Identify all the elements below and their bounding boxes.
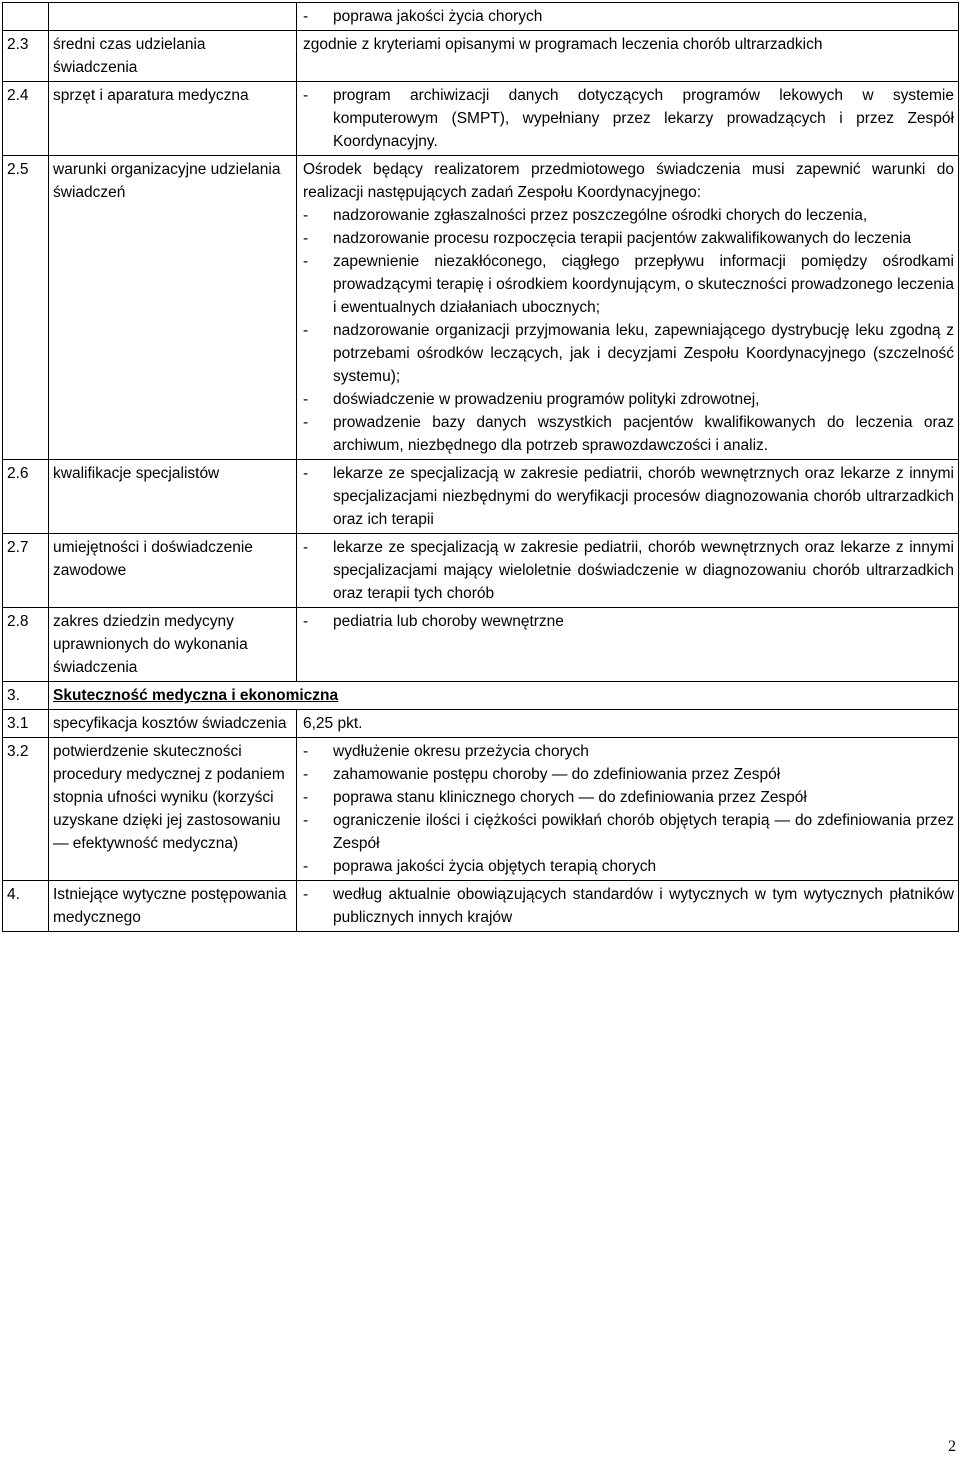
table-row: [3, 82, 959, 156]
list-item: - wydłużenie okresu przeżycia chorych: [303, 743, 589, 760]
section-title: Skuteczność medyczna i ekonomiczna: [53, 687, 339, 704]
row-label: potwierdzenie skuteczności procedury medycznej z podaniem stopnia ufności wyniku (korzyści uzyskane dzięki jej zastosowaniu — efektywność medyczna): [49, 738, 297, 881]
list-item: - lekarze ze specjalizacją w zakresie pediatrii, chorób wewnętrznych oraz lekarze z innymi specjalizacjami mający wieloletnie doświadczenie w diagnozowaniu chorób ultrarzadkich oraz terapii tych chorób: [303, 539, 954, 602]
row-number: 3.2: [3, 738, 49, 881]
row-label: Istniejące wytyczne postępowania medycznego: [49, 881, 297, 932]
list-item: - doświadczenie w prowadzeniu programów polityki zdrowotnej,: [303, 391, 760, 408]
table-row: [3, 881, 959, 932]
row-number: 2.3: [3, 31, 49, 82]
list-item: - program archiwizacji danych dotyczących programów lekowych w systemie komputerowym (SMPT), wypełniany przez lekarzy prowadzących i przez Zespół Koordynacyjny.: [303, 87, 954, 150]
document-page: [2, 2, 958, 932]
row-number: 2.6: [3, 460, 49, 534]
content-cell: [297, 608, 959, 682]
row-number: 2.4: [3, 82, 49, 156]
row-label: sprzęt i aparatura medyczna: [49, 82, 297, 156]
row-number: 4.: [3, 881, 49, 932]
section-title-cell: [49, 682, 959, 710]
table-row: [3, 738, 959, 881]
procedure-table: [2, 2, 959, 932]
row-number: 2.5: [3, 156, 49, 460]
content-cell: [297, 82, 959, 156]
list-item: - ograniczenie ilości i ciężkości powikłań chorób objętych terapią — do zdefiniowania przez Zespół: [303, 812, 954, 852]
row-label: specyfikacja kosztów świadczenia: [49, 710, 297, 738]
row-label: średni czas udzielania świadczenia: [49, 31, 297, 82]
intro-text: Ośrodek będący realizatorem przedmiotowego świadczenia musi zapewnić warunki do realizacji następujących zadań Zespołu Koordynacyjnego:: [303, 161, 954, 201]
content-cell: [297, 534, 959, 608]
row-number: 3.1: [3, 710, 49, 738]
table-row: [3, 3, 959, 31]
content-cell: [297, 738, 959, 881]
table-row: [3, 460, 959, 534]
table-row: [3, 31, 959, 82]
list-item: - według aktualnie obowiązujących standardów i wytycznych w tym wytycznych płatników publicznych innych krajów: [303, 886, 954, 926]
list-item: - poprawa jakości życia chorych: [303, 8, 543, 25]
list-item: - poprawa jakości życia objętych terapią chorych: [303, 858, 657, 875]
list-item: - prowadzenie bazy danych wszystkich pacjentów kwalifikowanych do leczenia oraz archiwum, niezbędnego dla potrzeb sprawozdawczości i analiz.: [303, 414, 954, 454]
table-row: [3, 156, 959, 460]
table-row: [3, 710, 959, 738]
content-cell: zgodnie z kryteriami opisanymi w programach leczenia chorób ultrarzadkich: [297, 31, 959, 82]
row-label: kwalifikacje specjalistów: [49, 460, 297, 534]
content-cell: [297, 156, 959, 460]
list-item: - nadzorowanie procesu rozpoczęcia terapii pacjentów zakwalifikowanych do leczenia: [303, 230, 912, 247]
content-cell: [297, 460, 959, 534]
list-item: - zapewnienie niezakłóconego, ciągłego przepływu informacji pomiędzy ośrodkami prowadzącymi terapię i ośrodkiem koordynującym, o skuteczności prowadzonego leczenia i ewentualnych działaniach ubocznych;: [303, 253, 954, 316]
page-number: 2: [948, 1438, 956, 1455]
section-row: [3, 682, 959, 710]
list-item: - lekarze ze specjalizacją w zakresie pediatrii, chorób wewnętrznych oraz lekarze z innymi specjalizacjami niezbędnymi do weryfikacji procesów diagnozowania chorób ultrarzadkich oraz ich terapii: [303, 465, 954, 528]
section-number: 3.: [3, 682, 49, 710]
row-number: 2.7: [3, 534, 49, 608]
content-cell: 6,25 pkt.: [297, 710, 959, 738]
table-row: [3, 608, 959, 682]
content-cell: [297, 3, 959, 31]
content-cell: [297, 881, 959, 932]
list-item: - nadzorowanie zgłaszalności przez poszczególne ośrodki chorych do leczenia,: [303, 207, 868, 224]
row-label: warunki organizacyjne udzielania świadczeń: [49, 156, 297, 460]
row-number: 2.8: [3, 608, 49, 682]
row-label: zakres dziedzin medycyny uprawnionych do wykonania świadczenia: [49, 608, 297, 682]
list-item: - nadzorowanie organizacji przyjmowania leku, zapewniającego dystrybucję leku zgodną z potrzebami ośrodków leczących, jak i decyzjami Zespołu Koordynacyjnego (szczelność systemu);: [303, 322, 954, 385]
list-item: - zahamowanie postępu choroby — do zdefiniowania przez Zespół: [303, 766, 781, 783]
list-item: - poprawa stanu klinicznego chorych — do zdefiniowania przez Zespół: [303, 789, 807, 806]
row-label: umiejętności i doświadczenie zawodowe: [49, 534, 297, 608]
list-item: - pediatria lub choroby wewnętrzne: [303, 613, 564, 630]
table-row: [3, 534, 959, 608]
